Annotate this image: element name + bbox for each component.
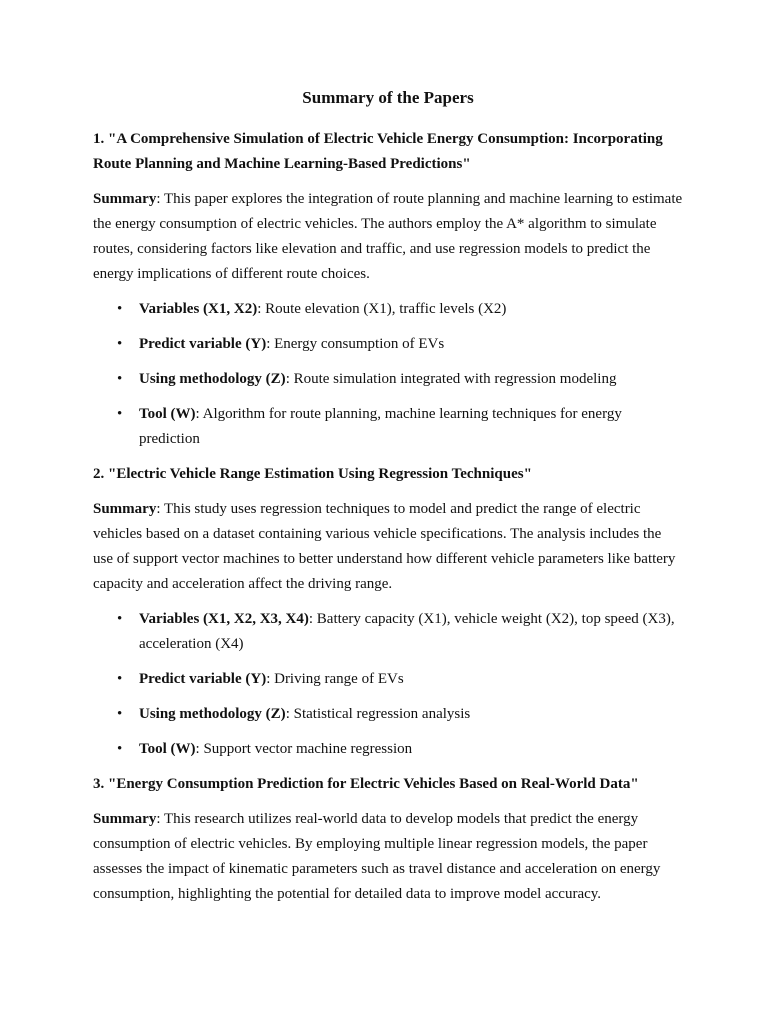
summary-text: : This study uses regression techniques to model and predict the range of electric vehicles based on a dataset containing various vehicle specifications. The analysis includes the use of support vector machines to better understand how different vehicle parameters like battery capacity and acceleration affect the driving range. <box>93 501 676 592</box>
bullet-label: Using methodology (Z) <box>139 706 286 722</box>
document-page <box>93 86 683 917</box>
list-item <box>93 737 683 762</box>
paper-heading: 3. "Energy Consumption Prediction for Electric Vehicles Based on Real-World Data" <box>93 776 639 792</box>
bullet-text: : Energy consumption of EVs <box>266 336 445 352</box>
bullet-icon: • <box>117 706 123 722</box>
bullet-list <box>93 607 683 762</box>
bullet-icon: • <box>117 611 123 627</box>
bullet-text: : Algorithm for route planning, machine learning techniques for energy prediction <box>139 406 622 447</box>
bullet-text: : Support vector machine regression <box>195 741 413 757</box>
paper-section <box>93 772 683 907</box>
bullet-icon: • <box>117 336 123 352</box>
summary-label: Summary <box>93 191 157 207</box>
list-item <box>93 667 683 692</box>
bullet-text: : Route elevation (X1), traffic levels (X2) <box>257 301 507 317</box>
bullet-text: : Battery capacity (X1), vehicle weight (X2), top speed (X3), acceleration (X4) <box>139 611 675 652</box>
paper-heading: 1. "A Comprehensive Simulation of Electric Vehicle Energy Consumption: Incorporating Route Planning and Machine Learning-Based Predictions" <box>93 131 663 172</box>
bullet-label: Variables (X1, X2) <box>139 301 258 317</box>
bullet-label: Tool (W) <box>139 406 196 422</box>
summary-label: Summary <box>93 501 157 517</box>
bullet-icon: • <box>117 406 123 422</box>
bullet-label: Using methodology (Z) <box>139 371 286 387</box>
bullet-list <box>93 297 683 452</box>
bullet-label: Tool (W) <box>139 741 196 757</box>
bullet-icon: • <box>117 741 123 757</box>
list-item <box>93 367 683 392</box>
list-item <box>93 332 683 357</box>
bullet-text: : Route simulation integrated with regression modeling <box>285 371 617 387</box>
bullet-icon: • <box>117 371 123 387</box>
paper-heading: 2. "Electric Vehicle Range Estimation Using Regression Techniques" <box>93 466 532 482</box>
summary-text: : This paper explores the integration of route planning and machine learning to estimate the energy consumption of electric vehicles. The authors employ the A* algorithm to simulate routes, considering factors like elevation and traffic, and use regression models to predict the energy implications of different route choices. <box>93 191 683 282</box>
bullet-label: Variables (X1, X2, X3, X4) <box>139 611 309 627</box>
paper-summary <box>93 807 683 907</box>
paper-summary <box>93 187 683 287</box>
bullet-icon: • <box>117 301 123 317</box>
paper-section <box>93 127 683 452</box>
paper-summary <box>93 497 683 597</box>
bullet-label: Predict variable (Y) <box>139 671 267 687</box>
bullet-icon: • <box>117 671 123 687</box>
summary-label: Summary <box>93 811 157 827</box>
bullet-text: : Driving range of EVs <box>266 671 404 687</box>
list-item <box>93 402 683 452</box>
bullet-label: Predict variable (Y) <box>139 336 267 352</box>
bullet-text: : Statistical regression analysis <box>285 706 471 722</box>
list-item <box>93 607 683 657</box>
summary-text: : This research utilizes real-world data to develop models that predict the energy consumption of electric vehicles. By employing multiple linear regression models, the paper assesses the impact of kinematic parameters such as travel distance and acceleration on energy consumption, highlighting the potential for detailed data to improve model accuracy. <box>93 811 661 902</box>
document-title: Summary of the Papers <box>302 88 474 107</box>
paper-section <box>93 462 683 762</box>
list-item <box>93 297 683 322</box>
list-item <box>93 702 683 727</box>
